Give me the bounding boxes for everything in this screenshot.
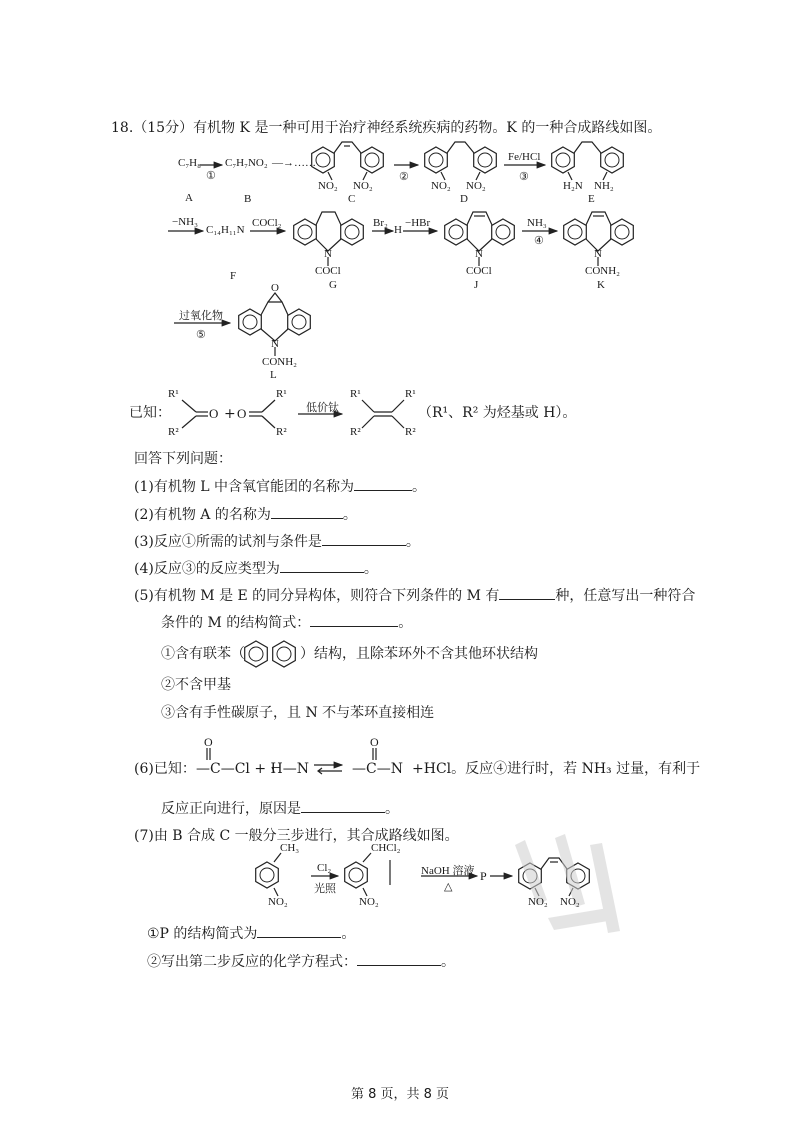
q7-light: 光照	[314, 883, 336, 895]
q7-p: P	[480, 869, 487, 883]
answer-blank-7b[interactable]	[357, 953, 441, 966]
step1-label: ①	[206, 170, 216, 182]
l-o-atom: O	[271, 282, 279, 294]
q6-prefix: (6)已知：	[134, 761, 196, 777]
known-o-a: O	[209, 406, 219, 421]
q7-chcl2: CHCl₂	[371, 842, 401, 854]
peroxide-reagent: 过氧化物	[179, 310, 223, 322]
question-5-line2: 条件的 M 的结构简式： 。	[161, 615, 413, 631]
label-c: C	[348, 193, 356, 205]
j-n-atom: N	[475, 248, 483, 260]
question-7-sub2: ②写出第二步反应的化学方程式： 。	[147, 954, 455, 970]
k-conh2: CONH₂	[585, 265, 621, 277]
q7-ch3: CH₃	[280, 842, 300, 854]
known-catalyst: 低价钛	[306, 402, 339, 414]
known-note: （R¹、R² 为烃基或 H）。	[418, 405, 577, 421]
br2-reagent: Br₂	[373, 217, 388, 229]
q7-no2-a: NO₂	[268, 896, 288, 908]
known-r2-c: R²	[350, 426, 361, 438]
label-k: K	[597, 279, 605, 291]
minus-hbr: −HBr	[405, 217, 431, 229]
question-7: (7)由 B 合成 C 一般分三步进行，其合成路线如图。	[134, 828, 459, 844]
question-7-sub1: ①P 的结构简式为 。	[147, 926, 356, 942]
c-no2-left: NO₂	[318, 180, 338, 192]
question-6-line2: 反应正向进行，原因是 。	[161, 801, 399, 817]
label-a: A	[185, 192, 193, 204]
nh3-reagent: NH₃	[527, 217, 547, 229]
q7-naoh: NaOH 溶液	[421, 865, 475, 877]
label-d: D	[460, 193, 468, 205]
answer-blank-6[interactable]	[301, 800, 385, 813]
question-4: (4)反应③的反应类型为 。	[134, 561, 378, 577]
q7-no2-d: NO₂	[560, 896, 580, 908]
step2-label: ②	[399, 171, 409, 183]
answer-blank-2[interactable]	[271, 506, 343, 519]
q6-product: —C—N	[352, 761, 403, 777]
q7-no2-c: NO₂	[528, 896, 548, 908]
known-r2-a: R²	[168, 426, 179, 438]
answer-blank-1[interactable]	[354, 478, 412, 491]
l-n-atom: N	[271, 338, 279, 350]
e-h2n: H₂N	[563, 180, 583, 192]
condition-3: ③含有手性碳原子，且 N 不与苯环直接相连	[161, 705, 435, 721]
question-header: 18.（15分）有机物 K 是一种可用于治疗神经系统疾病的药物。K 的一种合成路线如图。	[111, 120, 662, 136]
q7-cl2: Cl₂	[317, 862, 332, 874]
c-no2-right: NO₂	[353, 180, 373, 192]
e-nh2: NH₂	[594, 180, 614, 192]
question-5-line1: (5)有机物 M 是 E 的同分异构体，则符合下列条件的 M 有 种，任意写出一种符合	[134, 588, 696, 604]
answer-blank-4[interactable]	[280, 560, 364, 573]
g-n-atom: N	[324, 248, 332, 260]
known-plus: +	[224, 406, 236, 422]
formula-a: C₇H₈	[178, 157, 201, 169]
l-conh2: CONH₂	[262, 356, 298, 368]
answer-blank-7a[interactable]	[257, 925, 341, 938]
known-r2-d: R²	[405, 426, 416, 438]
minus-nh3: −NH₃	[172, 216, 198, 228]
label-b: B	[244, 193, 252, 205]
q7-no2-b: NO₂	[359, 896, 379, 908]
formula-b: C₇H₇NO₂	[225, 157, 268, 169]
answer-blank-5a[interactable]	[499, 587, 555, 600]
answer-blank-3[interactable]	[322, 533, 406, 546]
q6-o-right: O	[370, 735, 379, 749]
d-no2-right: NO₂	[466, 180, 486, 192]
label-f: F	[230, 270, 237, 282]
known-prefix: 已知：	[129, 405, 171, 421]
condition-1-end: ）结构，且除苯环外不含其他环状结构	[300, 646, 538, 662]
answer-blank-5b[interactable]	[310, 614, 398, 627]
condition-1-start: ①含有联苯（	[161, 646, 245, 662]
known-o-b: O	[237, 406, 247, 421]
q6-o-left: O	[204, 735, 213, 749]
d-no2-left: NO₂	[431, 180, 451, 192]
formula-f: C₁₄H₁₁N	[206, 224, 245, 236]
q7-heat: △	[444, 881, 453, 893]
known-r1-a: R¹	[168, 388, 179, 400]
question-1: (1)有机物 L 中含氧官能团的名称为 。	[134, 479, 427, 495]
condition-2: ②不含甲基	[161, 677, 231, 693]
label-l: L	[270, 369, 277, 381]
k-n-atom: N	[594, 248, 602, 260]
question-3: (3)反应①所需的试剂与条件是 。	[134, 534, 420, 550]
dots: —→……	[272, 157, 316, 169]
known-r1-c: R¹	[350, 388, 361, 400]
step5-label: ⑤	[196, 329, 206, 341]
fe-hcl-reagent: Fe/HCl	[508, 151, 541, 163]
cocl2-reagent: COCl₂	[252, 217, 282, 229]
q6-hcl-text: +HCl。反应④进行时，若 NH₃ 过量，有利于	[412, 761, 701, 777]
known-r1-d: R¹	[405, 388, 416, 400]
h-label: H	[394, 224, 402, 236]
known-r1-b: R¹	[276, 388, 287, 400]
label-j: J	[474, 279, 479, 291]
step3-label: ③	[519, 171, 529, 183]
j-cocl: COCl	[466, 265, 492, 277]
label-g: G	[329, 279, 337, 291]
page-footer: 第 8 页，共 8 页	[350, 1087, 450, 1102]
label-e: E	[588, 193, 595, 205]
questions-intro: 回答下列问题：	[134, 451, 232, 467]
question-2: (2)有机物 A 的名称为 。	[134, 507, 357, 523]
g-cocl: COCl	[315, 265, 341, 277]
known-r2-b: R²	[276, 426, 287, 438]
step4-label: ④	[534, 235, 544, 247]
q6-reactants: —C—Cl + H—N	[196, 761, 309, 777]
